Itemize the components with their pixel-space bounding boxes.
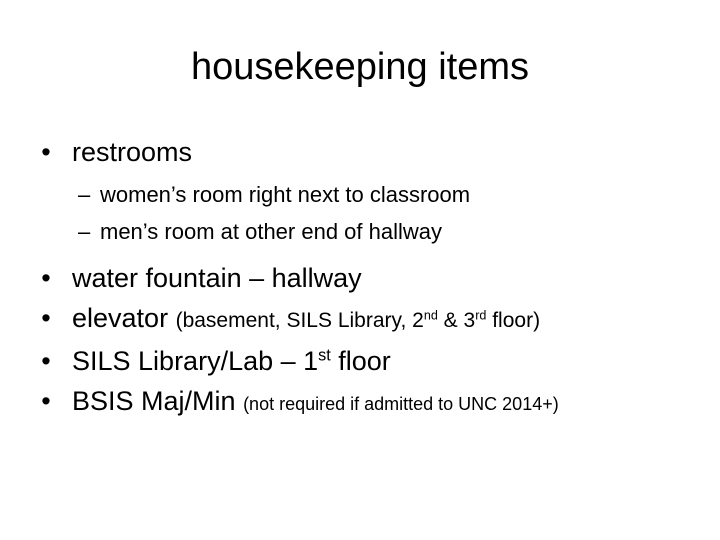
bullet-elevator-text	[36, 303, 540, 333]
elevator-label: elevator	[72, 303, 169, 333]
library-text-part: SILS Library/Lab – 1	[72, 346, 319, 376]
library-text-part: floor	[330, 346, 391, 376]
ordinal-suffix: st	[318, 346, 331, 365]
bullet-sils-library-text	[36, 346, 391, 376]
ordinal-suffix: nd	[423, 308, 438, 323]
subitem-womens-room	[36, 176, 696, 213]
elevator-detail	[176, 309, 541, 332]
ordinal-suffix: rd	[475, 308, 487, 323]
bullet-restrooms-text: restrooms	[72, 137, 193, 167]
elevator-detail-part: (basement, SILS Library, 2	[175, 309, 424, 332]
bullet-elevator	[36, 298, 696, 341]
bullet-icon: •	[41, 263, 51, 293]
bullet-icon: •	[41, 137, 51, 167]
bsis-label: BSIS Maj/Min	[72, 386, 236, 416]
bullet-bsis	[36, 381, 696, 424]
slide-title: housekeeping items	[191, 46, 529, 88]
bullet-bsis-text	[36, 386, 559, 416]
elevator-detail-part: floor)	[486, 309, 541, 332]
bullet-icon: •	[41, 346, 51, 376]
bullet-water-fountain-text: water fountain – hallway	[72, 263, 362, 293]
bullet-restrooms	[36, 132, 696, 172]
elevator-detail-part: & 3	[437, 309, 476, 332]
bullet-list	[36, 132, 696, 424]
bullet-icon: •	[41, 303, 51, 333]
bsis-note: (not required if admitted to UNC 2014+)	[243, 394, 559, 414]
subitem-mens-room	[36, 213, 696, 250]
restrooms-sublist	[36, 176, 696, 250]
dash-icon: –	[78, 219, 91, 244]
subitem-womens-room-text: women’s room right next to classroom	[100, 182, 471, 207]
bullet-sils-library	[36, 341, 696, 381]
subitem-mens-room-text: men’s room at other end of hallway	[100, 219, 442, 244]
bullet-icon: •	[41, 386, 51, 416]
bullet-water-fountain	[36, 258, 696, 298]
dash-icon: –	[78, 182, 91, 207]
